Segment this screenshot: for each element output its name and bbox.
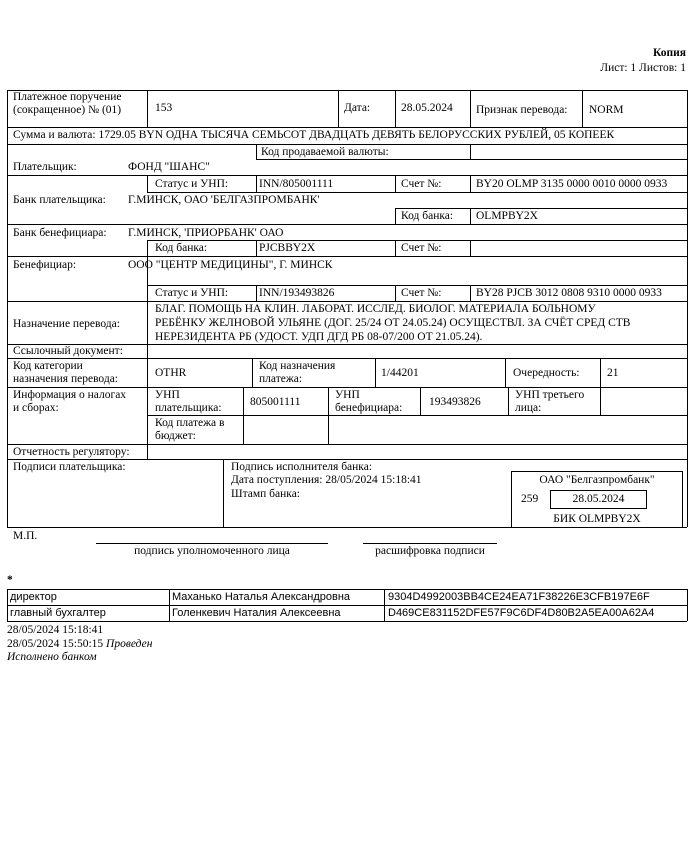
benef-unp-label-2: бенефициара: (335, 402, 403, 414)
third-unp-label-2: лица: (515, 402, 542, 414)
footer-status-line (7, 638, 152, 651)
payer-status-unp: INN/805001111 (259, 178, 334, 190)
budget-code-label-1: Код платежа в (155, 417, 225, 429)
beneficiary-name: ООО "ЦЕНТР МЕДИЦИНЫ", Г. МИНСК (128, 259, 333, 271)
beneficiary-status-label: Статус и УНП: (155, 287, 229, 299)
purpose-line-1: БЛАГ. ПОМОЩЬ НА КЛИН. ЛАБОРАТ. ИССЛЕД. БИОЛОГ. МАТЕРИАЛА БОЛЬНОМУ (155, 303, 596, 315)
footer-executed: Исполнено банком (7, 651, 97, 663)
payer-bank-code-label: Код банка: (401, 210, 454, 222)
purpose-line-3: НЕРЕЗИДЕНТА РБ (УДОСТ. УДП ДГД РБ 08-07/200 ОТ 21.05.24). (155, 331, 483, 343)
asterisk: * (7, 574, 13, 586)
payment-code-label-1: Код назначения (259, 360, 336, 372)
signer-role: директор (10, 591, 57, 603)
stamp-number: 259 (521, 493, 539, 505)
beneficiary-status-unp: INN/193493826 (259, 287, 335, 299)
transfer-sign-label: Признак перевода: (476, 104, 568, 116)
sheet-info: Лист: 1 Листов: 1 (600, 62, 686, 74)
benef-unp-label-1: УНП (335, 389, 360, 401)
purpose-label: Назначение перевода: (13, 318, 120, 330)
budget-code-label-2: бюджет: (155, 430, 196, 442)
signer-role: главный бухгалтер (10, 607, 106, 619)
order-title: Платежное поручение (сокращенное) № (01) (13, 91, 122, 116)
signer-hash: 9304D4992003BB4CE24EA71F38226E3CFB197E6F (388, 591, 650, 603)
reporting-label: Отчетность регулятору: (13, 446, 130, 458)
beneficiary-bank-name: Г.МИНСК, 'ПРИОРБАНК' ОАО (128, 227, 284, 239)
payer-status-label: Статус и УНП: (155, 178, 229, 190)
purpose-line-2: РЕБЁНКУ ЖЕЛНОВОЙ УЛЬЯНЕ (ДОГ. 25/24 ОТ 24.05.24) ОСУЩЕСТВЛ. ЗА СЧЁТ СРЕД СТВ (155, 317, 631, 329)
stamp-bank-name: ОАО "Белгазпромбанк" (539, 474, 655, 486)
payer-bank-code: OLMPBY2X (476, 210, 538, 222)
payer-name: ФОНД "ШАНС" (128, 161, 210, 173)
footer-timestamp-1: 28/05/2024 15:18:41 (7, 624, 104, 636)
copy-label: Копия (653, 47, 686, 59)
footer-status: Проведен (106, 638, 153, 650)
payer-unp: 805001111 (250, 396, 301, 408)
order-number: 153 (155, 102, 173, 114)
payment-code-value: 1/44201 (381, 367, 419, 379)
authorized-signature-caption: подпись уполномоченного лица (134, 545, 290, 557)
received-date-label: Дата поступления: 28/05/2024 15:18:41 (231, 474, 422, 486)
reference-label: Ссылочный документ: (13, 345, 123, 357)
priority-label: Очередность: (513, 367, 580, 379)
signer-name: Маханько Наталья Александровна (172, 591, 351, 603)
payer-bank-label: Банк плательщика: (13, 194, 106, 206)
third-unp-label-1: УНП третьего (515, 389, 585, 401)
decode-signature-caption: расшифровка подписи (375, 545, 485, 557)
footer-timestamp-2: 28/05/2024 15:50:15 (7, 638, 104, 650)
beneficiary-bank-label: Банк бенефициара: (13, 227, 107, 239)
beneficiary-account: BY28 PJCB 3012 0808 9310 0000 0933 (476, 287, 662, 299)
payer-account: BY20 OLMP 3135 0000 0010 0000 0933 (476, 178, 668, 190)
priority-value: 21 (607, 367, 619, 379)
stamp-bik: БИК OLMPBY2X (553, 513, 641, 525)
amount-text: Сумма и валюта: 1729.05 BYN ОДНА ТЫСЯЧА СЕМЬСОТ ДВАДЦАТЬ ДЕВЯТЬ БЕЛОРУССКИХ РУБЛЕЙ, 05 КОПЕЕК (13, 129, 615, 141)
category-value: OTHR (155, 367, 187, 379)
beneficiary-bank-code: PJCBBY2X (259, 242, 316, 254)
category-label-1: Код категории (13, 360, 83, 372)
mp-label: М.П. (13, 530, 38, 542)
payer-label: Плательщик: (13, 161, 77, 173)
sold-currency-label: Код продаваемой валюты: (261, 146, 389, 158)
signer-hash: D469CE831152DFE57F9C6DF4D80B2A5EA00A62A4 (388, 607, 655, 619)
payer-bank-name: Г.МИНСК, ОАО 'БЕЛГАЗПРОМБАНК' (128, 194, 320, 206)
order-date-label: Дата: (344, 102, 371, 114)
payer-signatures-label: Подписи плательщика: (13, 461, 126, 473)
order-date: 28.05.2024 (401, 102, 453, 114)
payment-code-label-2: платежа: (259, 373, 303, 385)
payer-unp-label-1: УНП (155, 389, 180, 401)
stamp-date: 28.05.2024 (572, 493, 625, 505)
category-label-2: назначения перевода: (13, 373, 118, 385)
payer-unp-label-2: плательщика: (155, 402, 222, 414)
decode-signature-line (363, 543, 497, 544)
transfer-sign: NORM (589, 104, 624, 116)
signer-name: Голенкевич Наталия Алексеевна (172, 607, 341, 619)
payer-account-label: Счет №: (401, 178, 442, 190)
bank-sign-label: Подпись исполнителя банка: (231, 461, 373, 473)
beneficiary-bank-code-label: Код банка: (155, 242, 208, 254)
stamp-label: Штамп банка: (231, 488, 300, 500)
beneficiary-account-label: Счет №: (401, 287, 442, 299)
benef-unp: 193493826 (429, 396, 481, 408)
beneficiary-label: Бенефициар: (13, 259, 77, 271)
authorized-signature-line (96, 543, 328, 544)
tax-info-label-1: Информация о налогах (13, 389, 127, 401)
tax-info-label-2: и сборах: (13, 402, 59, 414)
beneficiary-bank-account-label: Счет №: (401, 242, 442, 254)
